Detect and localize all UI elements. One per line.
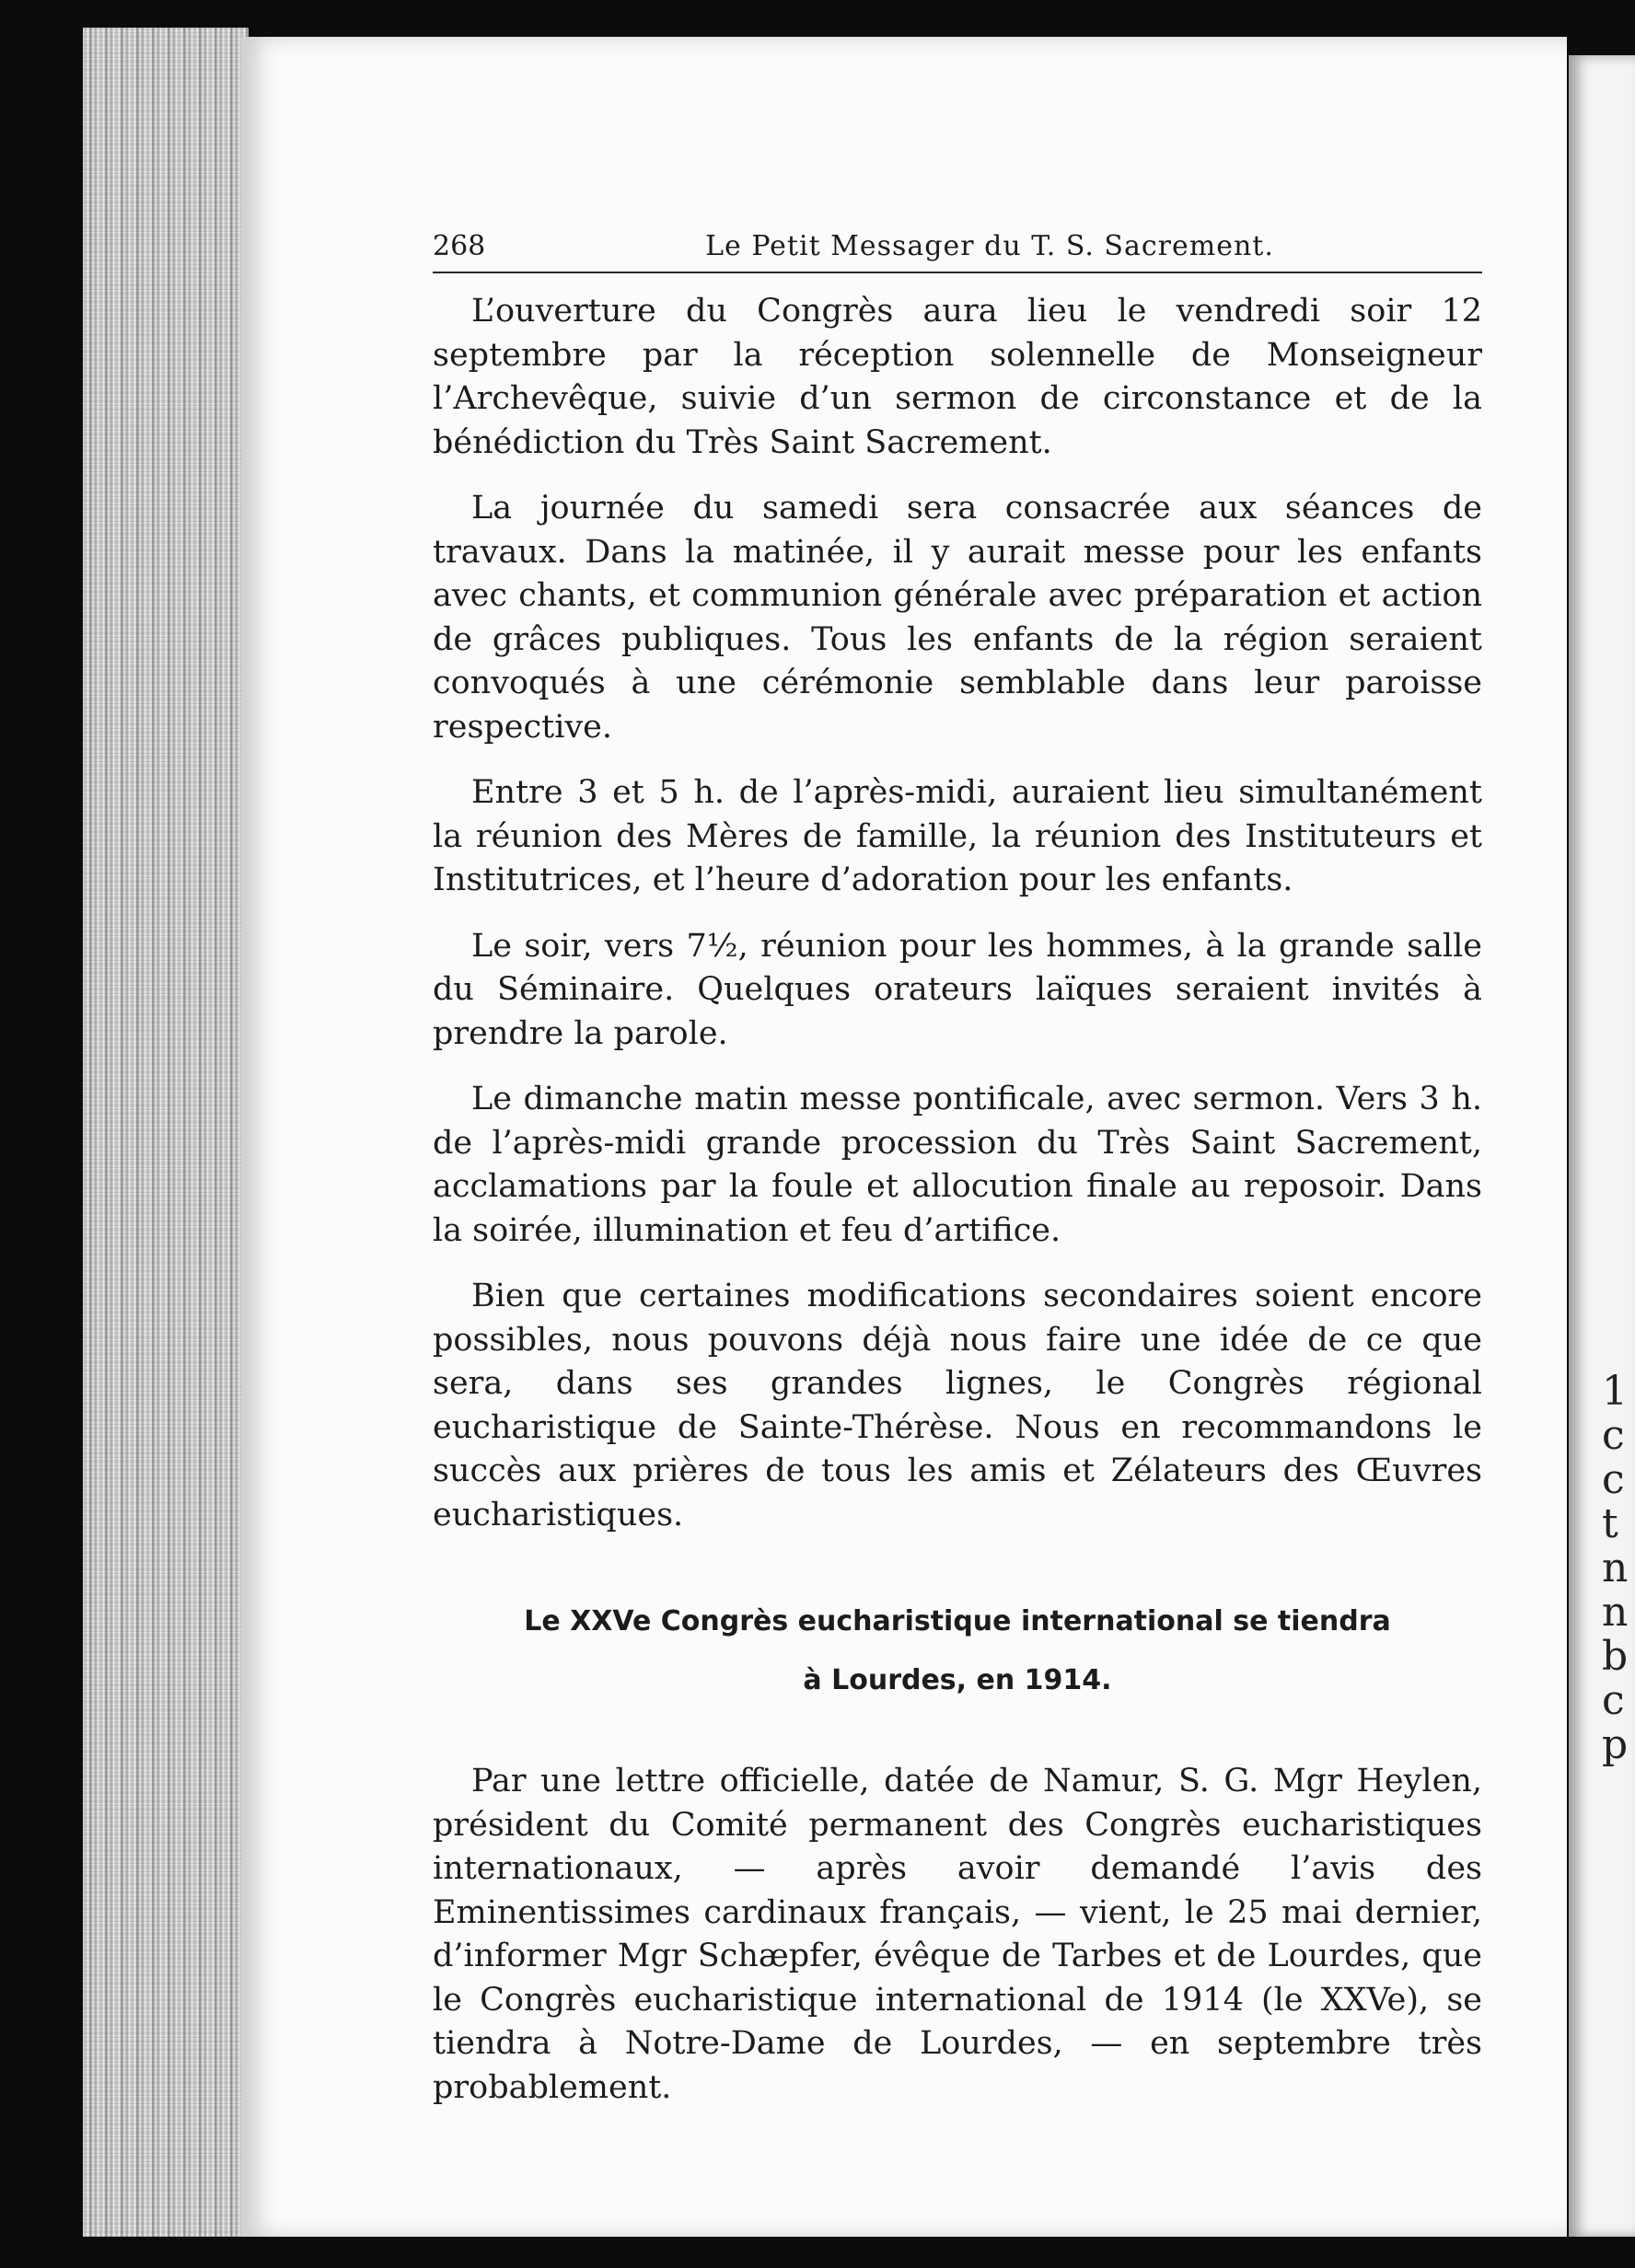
paragraph-opening: L’ouverture du Congrès aura lieu le vendredi soir 12 septembre par la réception solennelle de Monseigneur l’Archevêque, suivie d’un sermon de circonstance et de la bénédiction du Très Saint Sacrement. (433, 293, 1482, 461)
right-page-fragment: 1 (1602, 1368, 1628, 1415)
book-page (241, 37, 1567, 2237)
adjacent-page-sliver (1569, 55, 1635, 2237)
right-page-fragment: c (1602, 1456, 1625, 1503)
right-page-fragment: c (1602, 1412, 1625, 1459)
stacked-page-edges (83, 28, 249, 2237)
right-page-fragment: p (1602, 1721, 1629, 1768)
paragraph-evening: Le soir, vers 7½, réunion pour les hommes, à la grande salle du Séminaire. Quelques orateurs laïques seraient invités à prendre la parole. (433, 927, 1482, 1052)
running-title: Le Petit Messager du T. S. Sacrement. (705, 230, 1274, 262)
paragraph-afternoon: Entre 3 et 5 h. de l’après-midi, auraient lieu simultanément la réunion des Mères de famille, la réunion des Instituteurs et Institutrices, et l’heure d’adoration pour les enfants. (433, 774, 1482, 898)
right-page-fragment: t (1602, 1500, 1618, 1547)
paragraph-sunday: Le dimanche matin messe pontificale, avec sermon. Vers 3 h. de l’après-midi grande procession du Très Saint Sacrement, acclamations par la foule et allocution finale au reposoir. Dans la soirée, illumination et feu d’artifice. (433, 1081, 1482, 1249)
paragraph-summary: Bien que certaines modifications secondaires soient encore possibles, nous pouvons déjà nous faire une idée de ce que sera, dans ses grandes lignes, le Congrès régional eucharistique de Sainte-Thérèse. Nous en recommandons le succès aux prières de tous les amis et Zélateurs des Œuvres eucharistiques. (433, 1278, 1482, 1533)
right-page-fragment: b (1602, 1633, 1629, 1680)
page-number: 268 (433, 230, 486, 262)
right-page-fragment: n (1602, 1589, 1629, 1636)
right-page-fragment: c (1602, 1677, 1625, 1724)
paragraph-saturday: La journée du samedi sera consacrée aux séances de travaux. Dans la matinée, il y aurait messe pour les enfants avec chants, et communion générale avec préparation et action de grâces publiques. Tous les enfants de la région seraient convoqués à une cérémonie semblable dans leur paroisse respective. (433, 490, 1482, 746)
section-heading-line-1: Le XXVe Congrès eucharistique international se tiendra (524, 1605, 1391, 1637)
paragraph-lourdes: Par une lettre officielle, datée de Namur, S. G. Mgr Heylen, président du Comité permanent des Congrès eucharistiques internationaux, — après avoir demandé l’avis des Eminentissimes cardinaux français, — vient, le 25 mai dernier, d’informer Mgr Schæpfer, évêque de Tarbes et de Lourdes, que le Congrès eucharistique international de 1914 (le XXVe), se tiendra à Notre-Dame de Lourdes, — en septembre très probablement. (433, 1763, 1482, 2106)
section-heading (433, 1592, 1482, 1710)
right-page-fragment: n (1602, 1545, 1629, 1591)
section-heading-line-2: à Lourdes, en 1914. (803, 1664, 1112, 1696)
running-header (433, 230, 1482, 273)
page-text-block (433, 230, 1482, 2132)
